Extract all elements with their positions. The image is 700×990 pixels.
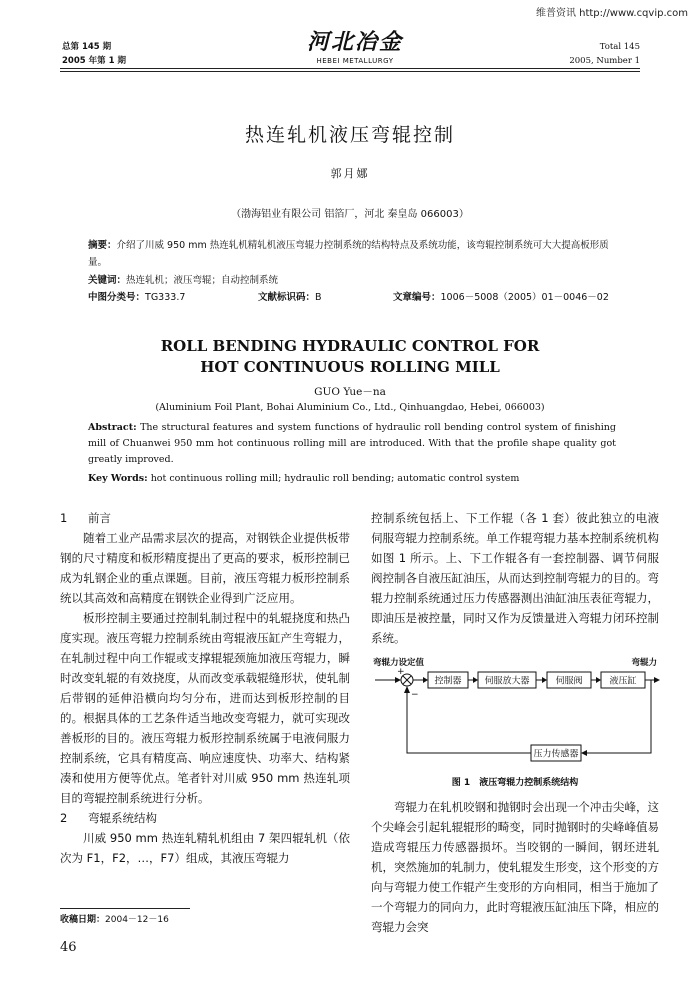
feedback-arrowhead-to-sensor xyxy=(581,750,587,756)
section-2-heading: 2 弯辊系统结构 xyxy=(60,811,157,825)
english-author: GUO Yue－na xyxy=(314,386,386,398)
header-total-issue: 总第 145 期 xyxy=(62,42,112,52)
section-2-paragraph-1: 川威 950 mm 热连轧精轧机组由 7 架四辊轧机（依次为 F1，F2，…，F7）组成，其液压弯辊力 xyxy=(60,831,350,865)
figure-1-caption: 图 1 液压弯辊力控制系统结构 xyxy=(451,778,579,788)
arrowhead-to-cylinder xyxy=(596,677,601,683)
header-rule-thin xyxy=(60,71,640,72)
pressure-sensor-label: 压力传感器 xyxy=(533,749,579,760)
journal-logo xyxy=(290,28,420,66)
hydraulic-cylinder-label: 液压缸 xyxy=(609,676,637,687)
english-affiliation: (Aluminium Foil Plant, Bohai Aluminium Co., Ltd., Qinhuangdao, Hebei, 066003) xyxy=(155,402,545,413)
article-number: 文章编号：1006－5008（2005）01－0046－02 xyxy=(393,292,609,303)
clc-code: 中图分类号：TG333.7 xyxy=(88,292,186,303)
english-abstract-text: The structural features and system functions of hydraulic roll bending control system of finishing mill of Chuanwei 950 mm hot continuous rolling mill are introduced. With that the profile shape quality got greatly improved. xyxy=(88,422,616,465)
abstract-cn xyxy=(88,237,616,271)
english-keywords-text: hot continuous rolling mill; hydraulic roll bending; automatic control system xyxy=(150,473,520,484)
keywords-cn-text: 热连轧机；液压弯辊；自动控制系统 xyxy=(126,275,279,286)
english-abstract-label: Abstract: xyxy=(88,422,137,433)
header-issue-year: 2005 年第 1 期 xyxy=(62,56,126,66)
arrowhead-to-controller xyxy=(423,677,428,683)
summing-minus-sign: − xyxy=(411,690,419,700)
journal-logo-subtitle: HEBEI METALLURGY xyxy=(316,57,394,65)
header-issue-en xyxy=(569,40,640,68)
right-column-paragraph-1: 控制系统包括上、下工作辊（各 1 套）彼此独立的电液伺服弯辊力控制系统。单工作辊弯辊力基本控制系统机构如图 1 所示。上、下工作辊各有一套控制器、调节伺服阀控制各自液压缸油压，从而达到控制弯辊力的目的。弯辊力控制系统通过压力传感器测出油缸油压表征弯辊力，即油压是被控量，同时又作为反馈量进入弯辊力闭环控制系统。 xyxy=(371,511,659,645)
received-date-label: 收稿日期： xyxy=(60,915,106,925)
abstract-cn-label: 摘要： xyxy=(88,240,117,251)
body-right-column-top xyxy=(371,508,659,648)
english-keywords-label: Key Words: xyxy=(88,473,148,484)
section-1-paragraph-1: 随着工业产品需求层次的提高，对钢铁企业提供板带钢的尺寸精度和板形精度提出了更高的要求，板形控制已成为轧钢企业的重点课题。目前，液压弯辊力板形控制系统以其高效和高精度在钢铁企业得到广泛应用。 xyxy=(60,531,350,605)
watermark: 维普资讯 http://www.cqvip.com xyxy=(535,8,688,19)
header-total-en: Total 145 xyxy=(599,42,640,52)
english-keywords xyxy=(88,471,616,487)
english-title xyxy=(0,336,700,378)
input-arrowhead xyxy=(395,677,401,683)
right-column-paragraph-2: 弯辊力在轧机咬钢和抛钢时会出现一个冲击尖峰，这个尖峰会引起轧辊辊形的畸变，同时抛钢时的尖峰峰值易造成弯辊压力传感器损坏。当咬钢的一瞬间，钢坯进轧机，突然施加的轧制力，使轧辊发生形变，这个形变的方向与弯辊力使工作辊产生变形的方向相同，相当于施加了一个弯辊力的同向力，此时弯辊液压缸油压下降，相应的弯辊力会突 xyxy=(371,800,659,934)
body-right-column-bottom xyxy=(371,797,659,937)
servo-amplifier-label: 伺服放大器 xyxy=(484,676,530,687)
document-code: 文献标识码：B xyxy=(258,292,322,303)
page-number: 46 xyxy=(60,940,77,955)
paper-title: 热连轧机液压弯辊控制 xyxy=(244,124,455,146)
abstract-cn-text: 介绍了川威 950 mm 热连轧机精轧机液压弯辊力控制系统的结构特点及系统功能，该弯辊控制系统可大大提高板形质量。 xyxy=(88,240,609,268)
keywords-cn-label: 关键词： xyxy=(88,275,127,286)
footnote-rule xyxy=(60,908,190,909)
received-date-value: 2004－12－16 xyxy=(105,915,169,925)
servo-valve-label: 伺服阀 xyxy=(555,676,583,687)
output-arrowhead xyxy=(654,677,660,683)
english-abstract xyxy=(88,420,616,468)
received-date xyxy=(60,912,169,925)
figure-output-label: 弯辊力 xyxy=(631,658,657,668)
paper-author: 郭月娜 xyxy=(330,167,370,180)
header-number-en: 2005, Number 1 xyxy=(569,56,640,66)
controller-label: 控制器 xyxy=(434,676,462,687)
header-issue-cn xyxy=(62,40,126,68)
english-title-line1: ROLL BENDING HYDRAULIC CONTROL FOR xyxy=(160,337,540,355)
journal-logo-text: 河北冶金 xyxy=(306,29,403,55)
arrowhead-to-valve xyxy=(542,677,547,683)
paper-affiliation: （渤海铝业有限公司 铝箔厂，河北 秦皇岛 066003） xyxy=(231,209,469,220)
english-title-line2: HOT CONTINUOUS ROLLING MILL xyxy=(200,358,500,376)
summing-plus-sign: + xyxy=(397,667,405,677)
section-1-paragraph-2: 板形控制主要通过控制轧制过程中的轧辊挠度和热凸度实现。液压弯辊力控制系统由弯辊液压缸产生弯辊力，在轧制过程中向工作辊或支撑辊辊颈施加液压弯辊力，瞬时改变轧辊的有效挠度，从而改变承载辊缝形状，使轧制后带钢的延伸沿横向均匀分布，进而达到板形控制的目的。根据具体的工艺条件适当地改变弯辊力，就可实现改善板形的目的。液压弯辊力板形控制系统属于电液伺服力控制系统，它具有精度高、响应速度快、功率大、结构紧凑和使用方便等优点。笔者针对川威 950 mm 热连轧项目的弯辊控制系统进行分析。 xyxy=(60,611,350,805)
section-1-heading: 1 前言 xyxy=(60,511,111,525)
figure-1-diagram xyxy=(371,655,661,773)
feedback-line-right xyxy=(586,680,651,753)
body-left-column xyxy=(60,508,350,868)
feedback-arrowhead-to-junction xyxy=(404,686,410,693)
feedback-line-left xyxy=(407,692,531,753)
figure-input-label: 弯辊力设定值 xyxy=(373,658,425,668)
keywords-cn xyxy=(88,272,616,289)
arrowhead-to-amplifier xyxy=(473,677,478,683)
header-rule xyxy=(60,68,640,69)
